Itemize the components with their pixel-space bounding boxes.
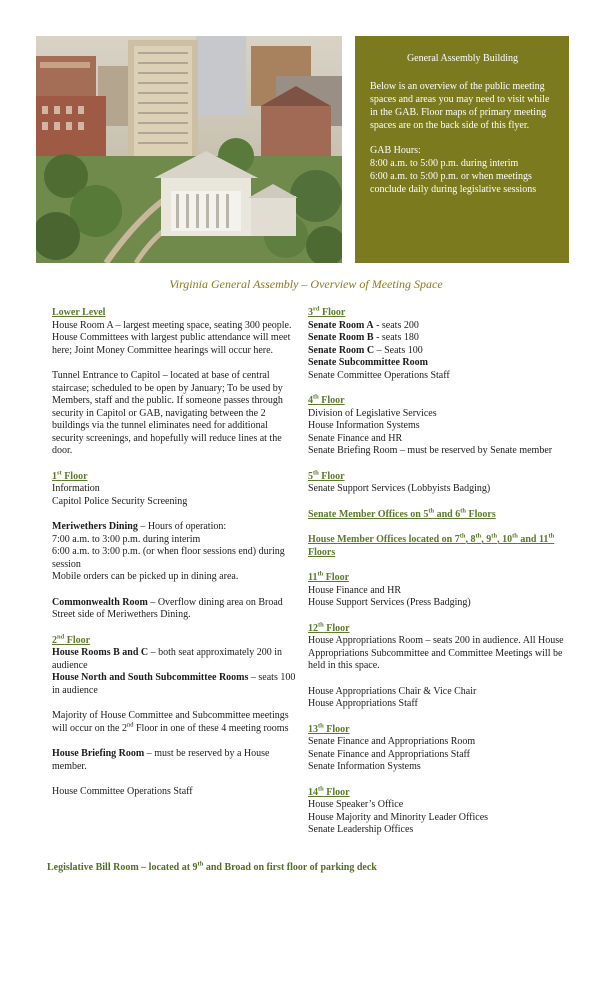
house-finance-hr: House Finance and HR [308, 584, 402, 596]
thirteenth-floor-heading: 13th Floor [308, 722, 350, 735]
capitol-aerial-illustration [36, 36, 342, 263]
senate-support-services: Senate Support Services (Lobbyists Badging) [308, 483, 491, 494]
dining-mobile: Mobile orders can be picked up in dining area. [52, 571, 239, 582]
appropriations-staff: House Appropriations Staff [308, 698, 418, 709]
tunnel-section [52, 370, 297, 458]
twelfth-floor-heading: 12th Floor [308, 621, 350, 634]
eleventh-floor-heading: 11th Floor [308, 570, 350, 583]
house-room-a-text: House Room A – largest meeting space, seating 300 people. House Committees with largest public attendance will meet here; Joint Money Committee hearings will occur here. [52, 319, 292, 356]
gab-info-panel [355, 36, 569, 263]
majority-meetings-text: Majority of House Committee and Subcommittee meetings will occur on the 2nd Floor in one of these 4 meeting rooms [52, 710, 289, 734]
dls-line: Division of Legislative Services [308, 407, 437, 419]
panel-intro: Below is an overview of the public meeting spaces and areas you may need to visit while in the GAB. Floor maps of primary meeting spaces are on the back side of this flyer. [370, 81, 550, 131]
speaker-office: House Speaker’s Office [308, 799, 404, 810]
appropriations-staff-section [308, 686, 570, 711]
senate-fa-staff: Senate Finance and Appropriations Staff [308, 748, 471, 760]
bill-room-note: Legislative Bill Room – located at 9th and Broad on first floor of parking deck [47, 860, 377, 873]
fourth-floor-section [308, 395, 570, 458]
fourteenth-floor-section [308, 787, 570, 837]
dining-hours-session: 6:00 a.m. to 3:00 p.m. (or when floor sessions end) during session [52, 546, 285, 570]
senate-finance-hr: Senate Finance and HR [308, 432, 403, 444]
house-rooms-bc: House Rooms B and C – both seat approximately 200 in audience [52, 647, 283, 671]
lower-level-section [52, 307, 297, 357]
first-floor-heading: 1st Floor [52, 469, 88, 482]
commonwealth-section [52, 597, 297, 622]
tunnel-text: Tunnel Entrance to Capitol – located at base of central staircase; scheduled to be open by January; To be used by Members, staff and the public. If someone passes through security in Capitol or GAB, navigating between the 2 buildings via the tunnel eliminates need for additional security screenings, and hopefully will reduce lines at the door. [52, 370, 283, 456]
second-floor-heading: 2nd Floor [52, 633, 91, 646]
majority-meetings-section [52, 710, 297, 735]
house-briefing-section [52, 748, 297, 773]
dining-section [52, 521, 297, 584]
senate-room-b: Senate Room B - seats 180 [308, 332, 419, 343]
appropriations-chair: House Appropriations Chair & Vice Chair [308, 685, 477, 697]
gab-hours-label: GAB Hours: [370, 145, 421, 156]
senate-info-systems: Senate Information Systems [308, 761, 421, 772]
senate-room-a: Senate Room A - seats 200 [308, 319, 419, 331]
information-line: Information [52, 483, 100, 494]
house-support-services: House Support Services (Press Badging) [308, 597, 471, 608]
fourteenth-floor-heading: 14th Floor [308, 785, 350, 798]
page-heading: Virginia General Assembly – Overview of Meeting Space [169, 277, 443, 291]
panel-title: General Assembly Building [406, 53, 519, 64]
senate-ops-staff: Senate Committee Operations Staff [308, 369, 450, 381]
dining-hours-interim: 7:00 a.m. to 3:00 p.m. during interim [52, 533, 201, 545]
thirteenth-floor-section [308, 724, 570, 774]
security-line: Capitol Police Security Screening [52, 495, 188, 507]
first-floor-section [52, 471, 297, 509]
third-floor-section [308, 307, 570, 382]
left-column [52, 307, 297, 812]
leader-offices: House Majority and Minority Leader Offices [308, 811, 489, 823]
fourth-floor-heading: 4th Floor [308, 393, 345, 406]
gab-hours-interim: 8:00 a.m. to 5:00 p.m. during interim [370, 158, 519, 169]
third-floor-heading: 3rd Floor [308, 305, 346, 318]
house-info-systems: House Information Systems [308, 420, 420, 431]
senate-offices-heading: Senate Member Offices on 5th and 6th Floors [308, 507, 496, 520]
right-column [308, 307, 570, 850]
twelfth-floor-section [308, 623, 570, 673]
dining-title: Meriwethers Dining – Hours of operation: [52, 521, 227, 532]
gab-hours-session: 6:00 a.m. to 5:00 p.m. or when meetings conclude daily during legislative sessions [370, 171, 537, 195]
fifth-floor-section [308, 471, 570, 496]
senate-subcommittee-room: Senate Subcommittee Room [308, 357, 428, 368]
house-subcommittee-rooms: House North and South Subcommittee Rooms – seats 100 in audience [52, 672, 296, 696]
commonwealth-text: Commonwealth Room – Overflow dining area on Broad Street side of Meriwethers Dining. [52, 596, 283, 620]
senate-fa-room: Senate Finance and Appropriations Room [308, 736, 476, 747]
second-floor-section [52, 635, 297, 698]
house-ops-staff: House Committee Operations Staff [52, 786, 193, 797]
fifth-floor-heading: 5th Floor [308, 469, 345, 482]
senate-room-c: Senate Room C – Seats 100 [308, 344, 423, 356]
house-appropriations-room: House Appropriations Room – seats 200 in audience. All House Appropriations Subcommittee and Committee Meetings will be held in this space. [308, 635, 564, 671]
house-briefing-text: House Briefing Room – must be reserved by a House member. [52, 748, 270, 772]
lower-level-heading: Lower Level [52, 307, 106, 318]
house-offices-heading: House Member Offices located on 7th, 8th, 9th, 10th and 11th Floors [308, 532, 555, 558]
senate-briefing-room: Senate Briefing Room – must be reserved by Senate member [308, 445, 553, 456]
eleventh-floor-section [308, 572, 570, 610]
house-ops-staff-section [52, 786, 297, 799]
senate-leadership-offices: Senate Leadership Offices [308, 824, 414, 835]
senate-offices-section [308, 509, 570, 522]
house-offices-section [308, 534, 570, 559]
